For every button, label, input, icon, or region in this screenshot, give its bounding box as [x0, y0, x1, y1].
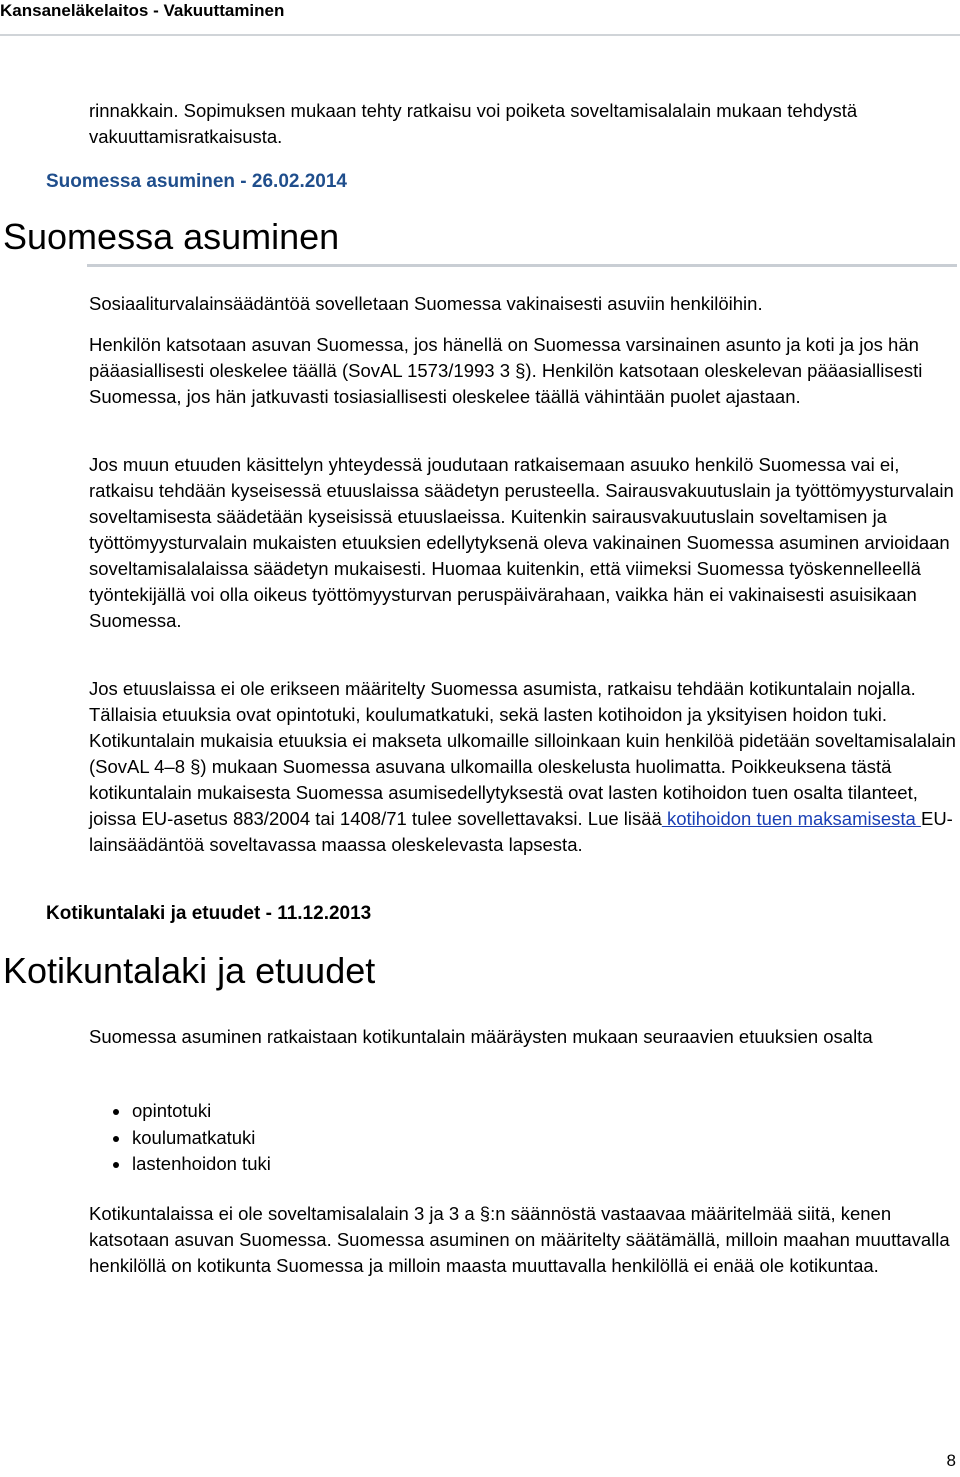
intro-paragraph: rinnakkain. Sopimuksen mukaan tehty ratkaisu voi poiketa soveltamisalalain mukaan tehdystä vakuuttamisratkaisusta. — [89, 100, 858, 147]
header-title: Kansaneläkelaitos - Vakuuttaminen — [0, 1, 285, 20]
kotihoidon-tuen-maksamisesta-link[interactable]: kotihoidon tuen maksamisesta — [661, 808, 921, 829]
section-title-kotikuntalaki: Kotikuntalaki ja etuudet — [3, 950, 376, 991]
section-meta-kotikuntalaki: Kotikuntalaki ja etuudet - 11.12.2013 — [46, 903, 372, 924]
paragraph-muu-etuus: Jos muun etuuden käsittelyn yhteydessä joudutaan ratkaisemaan asuuko henkilö Suomessa vai ei, ratkaisu tehdään kyseisessä etuuslaissa säädetyn perusteella. Sairausvakuutuslain ja työttömyysturvalain soveltamisesta säädetään kyseisissä etuuslaeissa. Kuitenkin sairausvakuutuslain soveltamisen ja työttömyysturvalain mukaisten etuuksien edellytyksenä oleva vakinainen Suomessa asuminen arvioidaan soveltamisalalaissa säädetyn mukaisesti. Huomaa kuitenkin, että viimeksi Suomessa työskennelleellä työntekijällä voi olla oikeus työttömyysturvan peruspäivärahaan, vaikka hän ei vakinaisesti asuisikaan Suomessa. — [89, 454, 954, 631]
section-title-rule — [87, 264, 957, 267]
list-item: koulumatkatuki — [89, 1125, 271, 1152]
page-header — [0, 0, 960, 36]
section-title-suomessa-asuminen: Suomessa asuminen — [3, 216, 340, 257]
paragraph-kotikuntalaki — [89, 676, 959, 858]
paragraph-kotikuntalaki-text: Jos etuuslaissa ei ole erikseen määritelty Suomessa asumista, ratkaisu tehdään kotikuntalain nojalla. Tällaisia etuuksia ovat opintotuki, koulumatkatuki, sekä lasten kotihoidon ja yksityisen hoidon tuki. Kotikuntalain mukaisia etuuksia ei makseta ulkomaille silloinkaan kuin henkilöä pidetään soveltamisalalain (SovAL 4–8 §) mukaan Suomessa asuvana ulkomailla oleskelusta huolimatta. Poikkeuksena tästä kotikuntalain mukaisesta Suomessa asumisedellytyksestä ovat lasten kotihoidon tuen osalta tilanteet, joissa EU-asetus 883/2004 tai 1408/71 tulee sovellettavaksi. Lue lisää — [89, 678, 956, 829]
section-meta-suomessa-asuminen: Suomessa asuminen - 26.02.2014 — [46, 171, 347, 192]
list-item: opintotuki — [89, 1098, 271, 1125]
paragraph-kotikunta-maaritelma: Kotikuntalaissa ei ole soveltamisalalain 3 ja 3 a §:n säännöstä vastaavaa määritelmää siitä, kenen katsotaan asuvan Suomessa. Suomessa asuminen on määritelty säätämällä, milloin maahan muuttavalla henkilöllä on kotikunta Suomessa ja milloin maasta muuttavalla henkilöllä ei enää ole kotikuntaa. — [89, 1203, 950, 1276]
paragraph-kotikuntalaki-end: EU-lainsäädäntöä soveltavassa maassa oleskelevasta lapsesta. — [89, 808, 953, 855]
page-number: 8 — [946, 1451, 956, 1470]
paragraph-sosiaaliturva: Sosiaaliturvalainsäädäntöä sovelletaan Suomessa vakinaisesti asuviin henkilöihin. — [89, 293, 763, 314]
paragraph-kotikuntalaki-intro: Suomessa asuminen ratkaistaan kotikuntalain määräysten mukaan seuraavien etuuksien osalta — [89, 1026, 873, 1047]
paragraph-asuminen-maaritelma: Henkilön katsotaan asuvan Suomessa, jos hänellä on Suomessa varsinainen asunto ja koti ja jos hän pääasiallisesti oleskelee täällä (SovAL 1573/1993 3 §). Henkilön katsotaan oleskelevan pääasiallisesti Suomessa, jos hän jatkuvasti tosiasiallisesti oleskelee täällä vähintään puolet ajastaan. — [89, 334, 923, 407]
list-item: lastenhoidon tuki — [89, 1151, 271, 1178]
benefit-list — [89, 1098, 271, 1178]
